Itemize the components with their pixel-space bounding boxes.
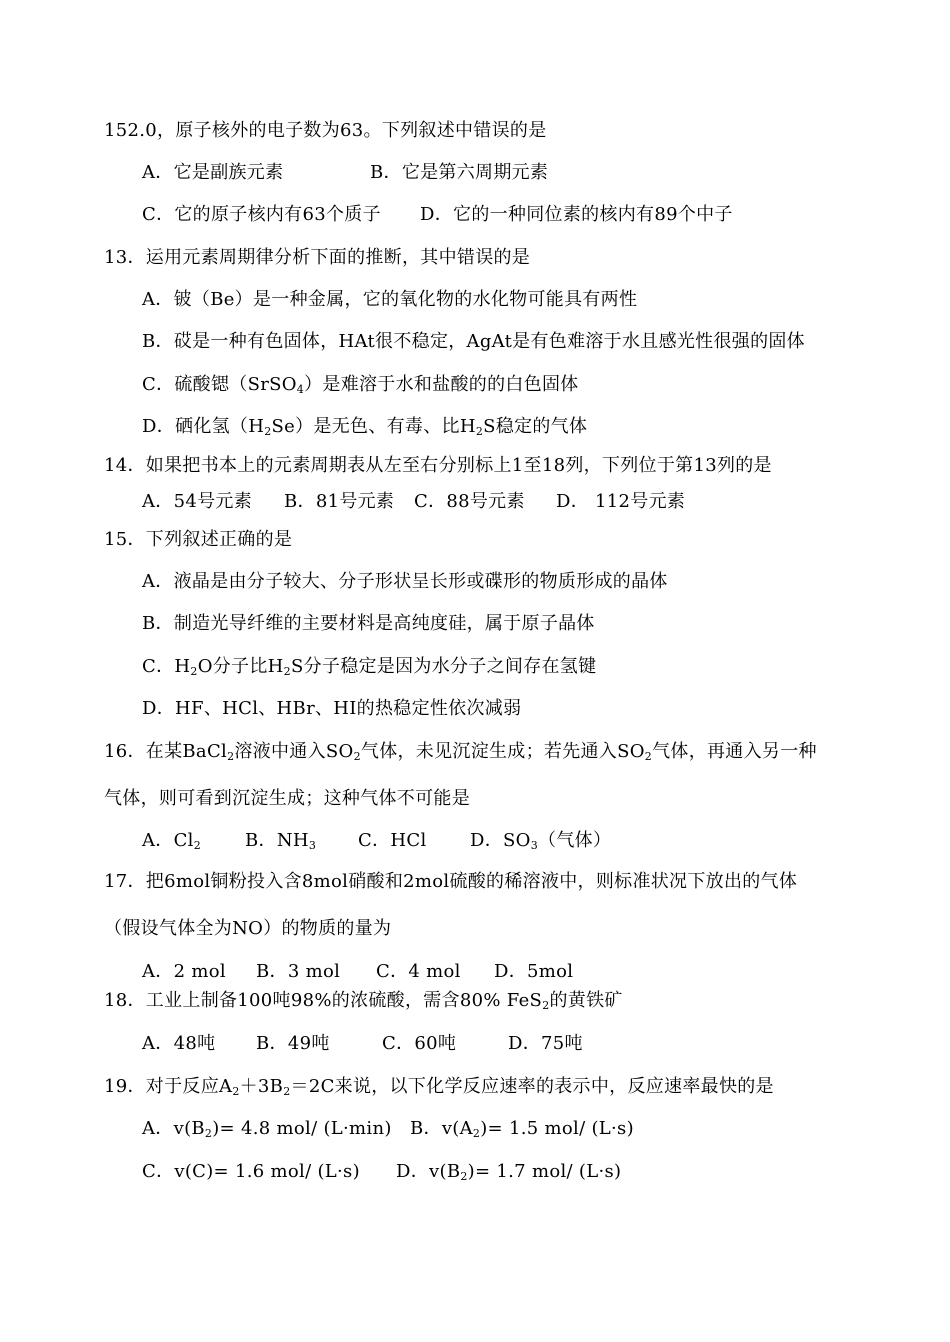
- q18-stem-sub: 2: [542, 999, 550, 1012]
- q19-option-a-text-1: A．v(B: [142, 1118, 205, 1139]
- q19-option-d: [396, 1160, 621, 1184]
- q18-stem-text-1: 18．工业上制备100吨98%的浓硫酸，需含80% FeS: [104, 990, 543, 1011]
- q15-option-b: B．制造光导纤维的主要材料是高纯度硅，属于原子晶体: [142, 613, 595, 634]
- q12-option-c: C．它的原子核内有63个质子: [142, 204, 381, 225]
- q16-stem-text-4: 气体，再通入另一种: [652, 741, 817, 762]
- q19-option-d-text-1: D．v(B: [396, 1161, 461, 1182]
- q13-option-b: B．砹是一种有色固体，HAt很不稳定，AgAt是有色难溶于水且感光性很强的固体: [142, 331, 805, 352]
- q17-option-d: D．5mol: [494, 961, 574, 982]
- q13-option-c: [142, 373, 579, 397]
- q18-option-c: C．60吨: [382, 1033, 457, 1054]
- q19-option-a-sub: 2: [204, 1127, 213, 1140]
- q19-stem-text-2: ＋3B: [239, 1076, 284, 1097]
- q13-option-d-text-3: S稳定的气体: [483, 416, 588, 437]
- q15-option-c-text-1: C．H: [142, 656, 191, 677]
- q19-option-d-sub: 2: [460, 1170, 468, 1183]
- q14-stem: 14．如果把书本上的元素周期表从左至右分别标上1至18列，下列位于第13列的是: [104, 455, 772, 476]
- q13-option-d-text-1: D．硒化氢（H: [142, 416, 265, 437]
- q15-option-d: D．HF、HCl、HBr、HI的热稳定性依次减弱: [142, 698, 522, 719]
- q18-option-b: B．49吨: [256, 1033, 330, 1054]
- q18-option-a: A．48吨: [142, 1033, 216, 1054]
- q14-option-b: B．81号元素: [284, 491, 395, 512]
- q17-option-c: C．4 mol: [376, 961, 461, 982]
- q16-stem-text-2: 溶液中通入SO: [234, 741, 354, 762]
- q16-stem-sub-1: 2: [227, 750, 235, 763]
- q12-option-a: A．它是副族元素: [142, 162, 284, 183]
- q17-option-b: B．3 mol: [256, 961, 341, 982]
- q13-option-a: A．铍（Be）是一种金属，它的氧化物的水化物可能具有两性: [142, 289, 638, 310]
- q19-option-c: C．v(C)= 1.6 mol/ (L·s): [142, 1161, 360, 1182]
- q19-stem-sub-1: 2: [232, 1085, 240, 1098]
- q16-option-b: [245, 829, 316, 853]
- q16-option-b-text: B．NH: [245, 830, 309, 851]
- q18-stem: [104, 989, 623, 1013]
- q15-stem: 15．下列叙述正确的是: [104, 529, 293, 550]
- q16-option-a: [142, 829, 201, 853]
- q16-option-a-sub: 2: [193, 839, 202, 852]
- q19-option-b-text-1: B．v(A: [410, 1118, 473, 1139]
- q19-option-b: [410, 1117, 634, 1141]
- q16-stem-text-3: 气体，未见沉淀生成；若先通入SO: [360, 741, 645, 762]
- q17-option-a: A．2 mol: [142, 961, 226, 982]
- q17-stem: 17．把6mol铜粉投入含8mol硝酸和2mol硫酸的稀溶液中，则标准状况下放出的气体: [104, 871, 798, 892]
- q15-option-c-text-2: O分子比H: [197, 656, 284, 677]
- q16-stem-line-2: 气体，则可看到沉淀生成；这种气体不可能是: [104, 788, 470, 809]
- q15-option-c-sub-2: 2: [283, 665, 291, 678]
- q14-option-a: A．54号元素: [142, 491, 253, 512]
- q16-stem-text-1: 16．在某BaCl: [104, 741, 228, 762]
- q13-option-d-sub-2: 2: [475, 425, 484, 438]
- q16-option-a-text: A．Cl: [142, 830, 194, 851]
- q13-option-c-text-2: ）是难溶于水和盐酸的的白色固体: [304, 374, 579, 395]
- q16-stem-sub-3: 2: [644, 750, 653, 763]
- q19-option-b-sub: 2: [472, 1127, 481, 1140]
- q12-option-d: D．它的一种同位素的核内有89个中子: [420, 204, 733, 225]
- q13-option-c-sub: 4: [296, 383, 305, 396]
- q16-option-d-sub: 3: [530, 839, 539, 852]
- q12-option-b: B．它是第六周期元素: [370, 162, 549, 183]
- q15-option-c: [142, 655, 596, 679]
- q19-stem: [104, 1075, 774, 1099]
- q19-option-b-text-2: )= 1.5 mol/ (L·s): [480, 1118, 634, 1139]
- q19-stem-sub-2: 2: [283, 1085, 291, 1098]
- q16-stem: [104, 740, 817, 764]
- q14-option-c: C．88号元素: [414, 491, 525, 512]
- q16-option-d-text-1: D．SO: [470, 830, 531, 851]
- q13-stem: 13．运用元素周期律分析下面的推断，其中错误的是: [104, 247, 531, 268]
- q19-stem-text-1: 19．对于反应A: [104, 1076, 233, 1097]
- q19-option-a: [142, 1117, 392, 1141]
- q15-option-c-sub-1: 2: [190, 665, 198, 678]
- q16-option-c: C．HCl: [358, 830, 427, 851]
- q13-option-d-sub-1: 2: [264, 425, 272, 438]
- q16-option-b-sub: 3: [308, 839, 317, 852]
- q14-option-d: D． 112号元素: [556, 491, 686, 512]
- q19-stem-text-3: ＝2C来说，以下化学反应速率的表示中，反应速率最快的是: [290, 1076, 774, 1097]
- q18-option-d: D．75吨: [508, 1033, 583, 1054]
- q13-option-c-text-1: C．硫酸锶（SrSO: [142, 374, 297, 395]
- q12-stem: 152.0，原子核外的电子数为63。下列叙述中错误的是: [104, 120, 547, 141]
- q15-option-c-text-3: S分子稳定是因为水分子之间存在氢键: [290, 656, 597, 677]
- q19-option-a-text-2: )= 4.8 mol/ (L·min): [212, 1118, 392, 1139]
- q15-option-a: A．液晶是由分子较大、分子形状呈长形或碟形的物质形成的晶体: [142, 571, 668, 592]
- q16-option-d-text-2: （气体）: [538, 830, 612, 851]
- q19-option-d-text-2: )= 1.7 mol/ (L·s): [467, 1161, 622, 1182]
- q16-option-d: [470, 829, 611, 853]
- q18-stem-text-2: 的黄铁矿: [549, 990, 623, 1011]
- q13-option-d: [142, 415, 587, 439]
- q17-stem-line-2: （假设气体全为NO）的物质的量为: [104, 918, 392, 939]
- q16-stem-sub-2: 2: [353, 750, 361, 763]
- q13-option-d-text-2: Se）是无色、有毒、比H: [271, 416, 476, 437]
